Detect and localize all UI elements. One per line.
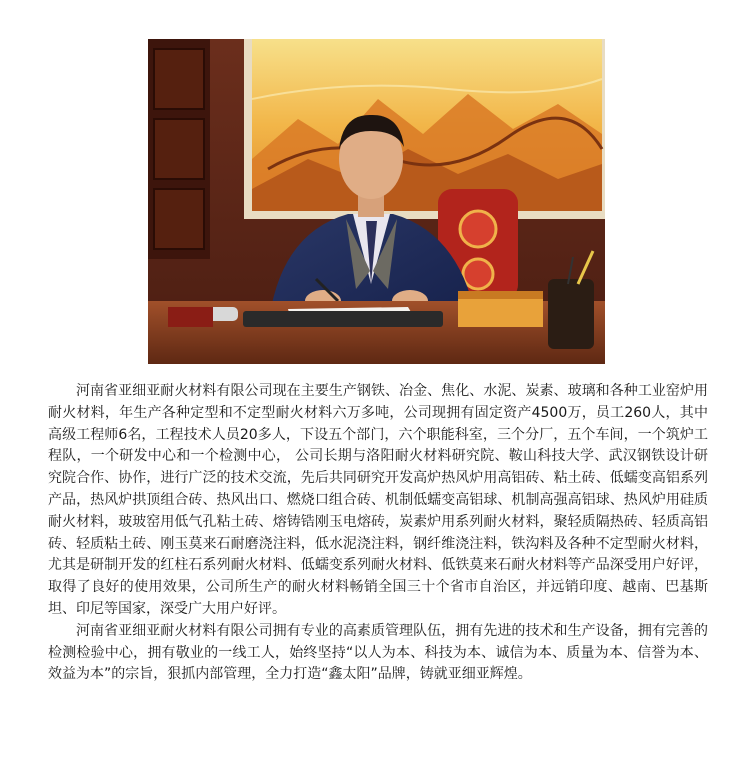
- executive-photo: [148, 39, 605, 364]
- company-introduction: [48, 381, 708, 686]
- intro-paragraph-1: 河南省亚细亚耐火材料有限公司现在主要生产钢铁、冶金、焦化、水泥、炭素、玻璃和各种工业窑炉用耐火材料，年生产各种定型和不定型耐火材料六万多吨，公司现拥有固定资产4500万，员工260人，其中高级工程师6名，工程技术人员20多人，下设五个部门，六个职能科室，三个分厂，五个车间，一个筑炉工程队，一个研发中心和一个检测中心， 公司长期与洛阳耐火材料研究院、鞍山科技大学、武汉钢铁设计研究院合作、协作，进行广泛的技术交流，先后共同研究开发高炉热风炉用高铝砖、粘土砖、低蠕变高铝系列产品，热风炉拱顶组合砖、热风出口、燃烧口组合砖、机制低蠕变高铝球、机制高强高铝球、热风炉用硅质耐火材料，玻玻窑用低气孔粘土砖、熔铸锆刚玉电熔砖，炭素炉用系列耐火材料，聚轻质隔热砖、轻质高铝砖、轻质粘土砖、刚玉莫来石耐磨浇注料，低水泥浇注料，钢纤维浇注料，铁沟料及各种不定型耐火材料，尤其是研制开发的红柱石系列耐火材料、低蠕变系列耐火材料、低铁莫来石耐火材料等产品深受用户好评，取得了良好的使用效果，公司所生产的耐火材料畅销全国三十个省市自治区，并远销印度、越南、巴基斯坦、印尼等国家，深受广大用户好评。: [48, 383, 708, 617]
- intro-paragraph-2: 河南省亚细亚耐火材料有限公司拥有专业的高素质管理队伍，拥有先进的技术和生产设备，拥有完善的检测检验中心，拥有敬业的一线工人，始终坚持“以人为本、科技为本、诚信为本、质量为本、信誉为本、效益为本”的宗旨，狠抓内部管理，全力打造“鑫太阳”品牌，铸就亚细亚辉煌。: [48, 622, 708, 683]
- executive-photo-illustration: [148, 39, 605, 364]
